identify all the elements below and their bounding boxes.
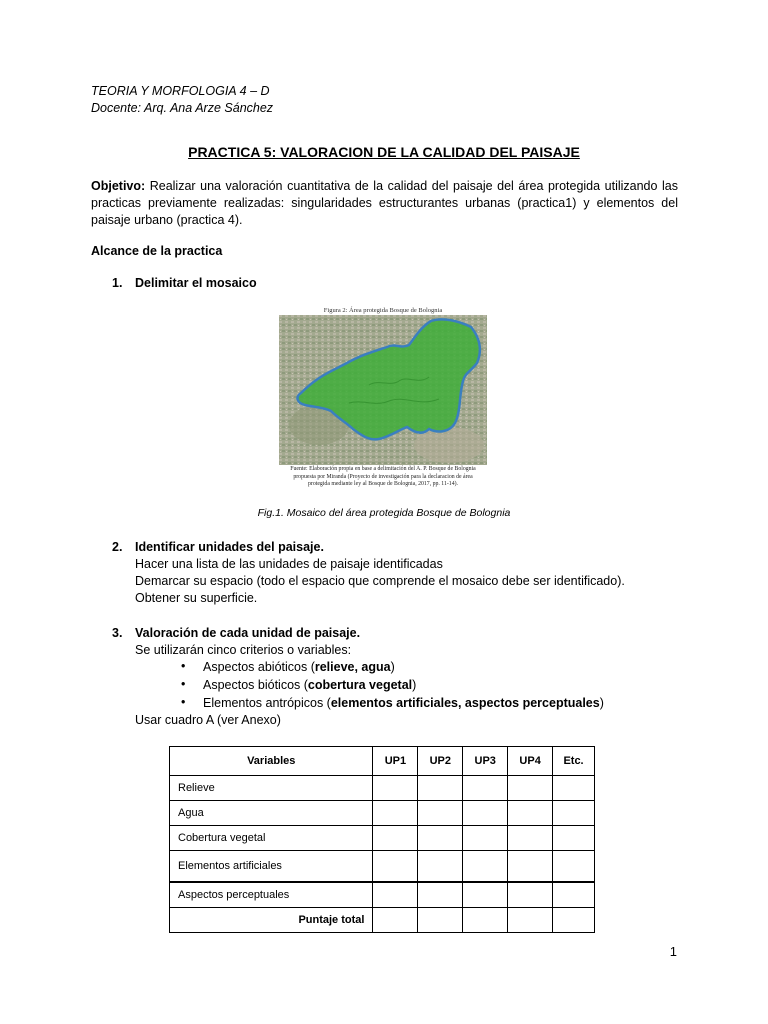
score-cell[interactable] [373, 801, 418, 826]
score-cell[interactable] [463, 801, 508, 826]
score-cell[interactable] [373, 851, 418, 883]
table-header-cell: UP4 [508, 747, 553, 776]
score-cell[interactable] [553, 851, 595, 883]
score-cell[interactable] [508, 851, 553, 883]
table-row [170, 801, 595, 826]
step3-intro: Se utilizarán cinco criterios o variables: [135, 643, 352, 657]
score-cell[interactable] [418, 801, 463, 826]
score-cell[interactable] [553, 801, 595, 826]
score-cell[interactable] [553, 908, 595, 933]
bullet-item: Aspectos bióticos (cobertura vegetal) [203, 678, 417, 692]
step2-title: Identificar unidades del paisaje. [135, 540, 324, 554]
score-cell[interactable] [418, 776, 463, 801]
teacher-header: Docente: Arq. Ana Arze Sánchez [91, 101, 274, 115]
table-row [170, 826, 595, 851]
score-cell[interactable] [508, 908, 553, 933]
course-header: TEORIA Y MORFOLOGIA 4 – D [91, 84, 270, 98]
variable-cell: Elementos artificiales [170, 851, 373, 883]
bullet-item: Elementos antrópicos (elementos artificiales, aspectos perceptuales) [203, 696, 604, 710]
score-cell[interactable] [373, 826, 418, 851]
score-cell[interactable] [463, 882, 508, 908]
figure-frame [279, 306, 487, 504]
table-header-cell: UP3 [463, 747, 508, 776]
score-cell[interactable] [418, 826, 463, 851]
valuation-table [169, 746, 595, 933]
score-cell[interactable] [373, 882, 418, 908]
figure-inner-title: Figura 2: Área protegida Bosque de Bolognia [323, 307, 443, 314]
score-cell[interactable] [508, 826, 553, 851]
score-cell[interactable] [463, 851, 508, 883]
table-header-row [170, 747, 595, 776]
step1-number: 1. [112, 276, 123, 290]
table-header-cell: Etc. [553, 747, 595, 776]
bullet-item: Aspectos abióticos (relieve, agua) [203, 660, 395, 674]
score-cell[interactable] [508, 882, 553, 908]
step2-line: Demarcar su espacio (todo el espacio que comprende el mosaico debe ser identificado). [135, 574, 625, 588]
scope-heading: Alcance de la practica [91, 244, 223, 258]
score-cell[interactable] [553, 882, 595, 908]
step2-number: 2. [112, 540, 123, 554]
total-label-cell: Puntaje total [170, 908, 373, 933]
score-cell[interactable] [418, 851, 463, 883]
protected-area-map [279, 315, 487, 465]
table-row [170, 776, 595, 801]
score-cell[interactable] [463, 776, 508, 801]
score-cell[interactable] [463, 826, 508, 851]
variable-cell: Cobertura vegetal [170, 826, 373, 851]
step1-title: Delimitar el mosaico [135, 276, 257, 290]
variable-cell: Relieve [170, 776, 373, 801]
bullet-icon: • [181, 659, 186, 673]
score-cell[interactable] [418, 882, 463, 908]
page-title: PRACTICA 5: VALORACION DE LA CALIDAD DEL PAISAJE [188, 144, 580, 160]
variable-cell: Agua [170, 801, 373, 826]
score-cell[interactable] [373, 908, 418, 933]
figure-caption: Fig.1. Mosaico del área protegida Bosque de Bolognia [257, 507, 511, 519]
table-header-cell: Variables [170, 747, 373, 776]
score-cell[interactable] [508, 801, 553, 826]
step3-outro: Usar cuadro A (ver Anexo) [135, 713, 281, 727]
score-cell[interactable] [553, 776, 595, 801]
table-header-cell: UP2 [418, 747, 463, 776]
score-cell[interactable] [553, 826, 595, 851]
table-header-cell: UP1 [373, 747, 418, 776]
table-row [170, 882, 595, 908]
bullet-icon: • [181, 677, 186, 691]
score-cell[interactable] [508, 776, 553, 801]
step3-number: 3. [112, 626, 123, 640]
table-row [170, 851, 595, 883]
score-cell[interactable] [463, 908, 508, 933]
score-cell[interactable] [418, 908, 463, 933]
objective-text: Realizar una valoración cuantitativa de la calidad del paisaje del área protegida utilizando las practicas previamente realizadas: singularidades estructurantes urbanas (practica1) y elementos del paisaje urbano (practica 4). [91, 179, 678, 227]
step3-title: Valoración de cada unidad de paisaje. [135, 626, 361, 640]
objective-paragraph [91, 178, 678, 229]
page-number: 1 [669, 944, 677, 959]
figure-source: Fuente: Elaboración propia en base a delimitación del A. P. Bosque de Bolognia propuesta por Miranda (Proyecto de investigación para la declaracion de área protegida mediante ley al Bosque de Bolognia, 2017, pp. 11-14). [290, 466, 476, 487]
step2-line: Obtener su superficie. [135, 591, 258, 605]
bullet-icon: • [181, 695, 186, 709]
step2-line: Hacer una lista de las unidades de paisaje identificadas [135, 557, 443, 571]
variable-cell: Aspectos perceptuales [170, 882, 373, 908]
objective-label: Objetivo: [91, 179, 146, 193]
score-cell[interactable] [373, 776, 418, 801]
table-total-row [170, 908, 595, 933]
